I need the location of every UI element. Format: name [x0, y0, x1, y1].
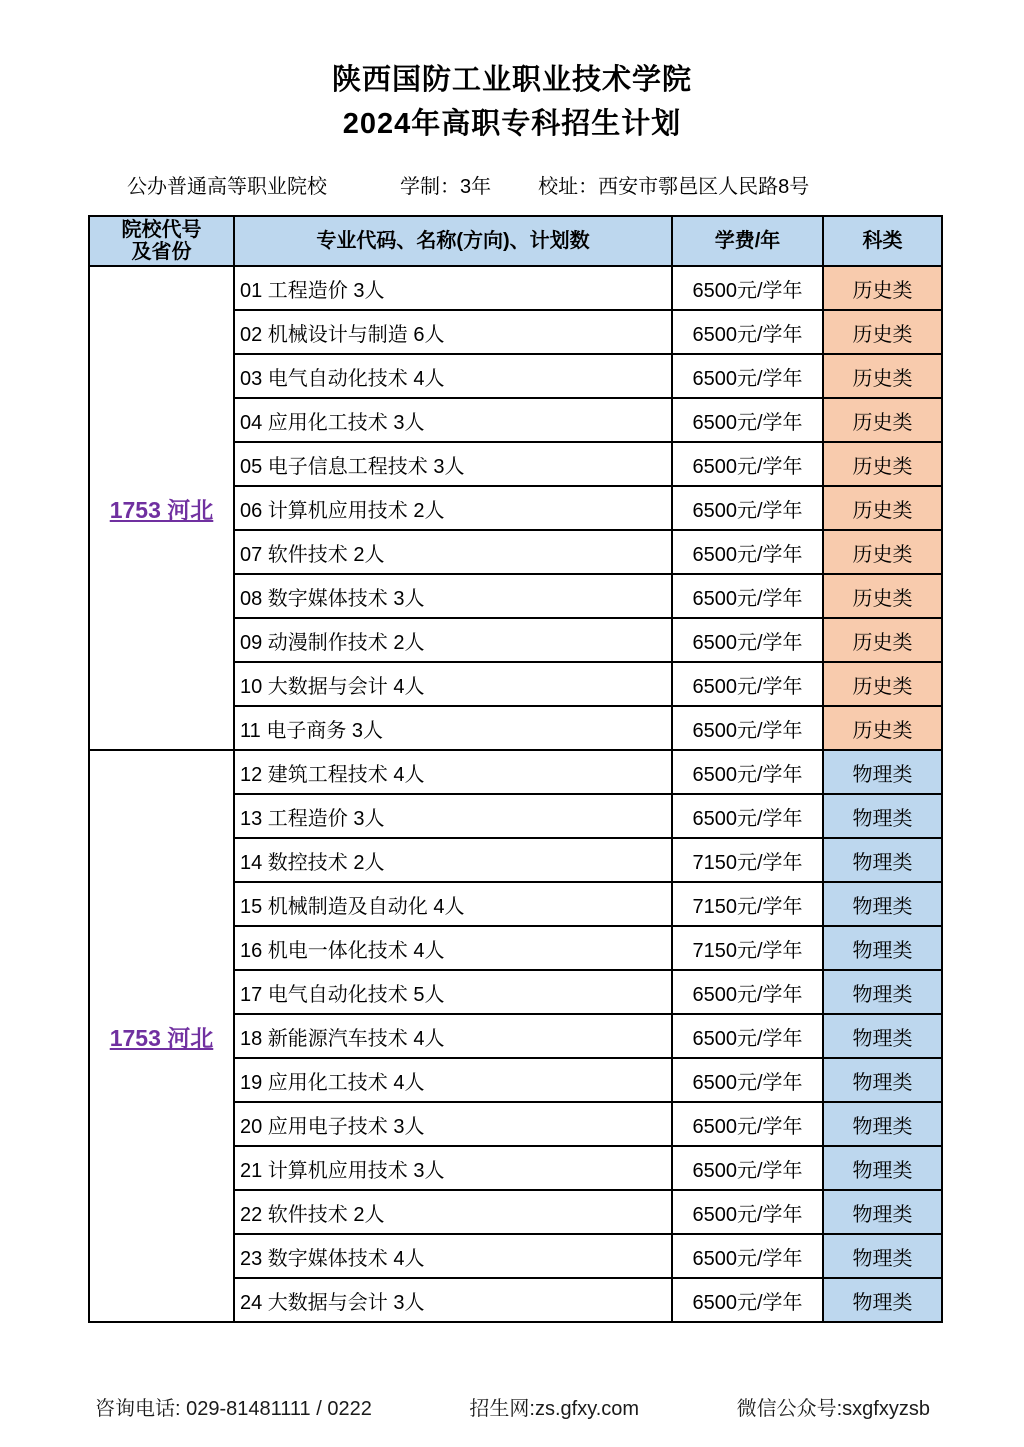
major-cell: 12 建筑工程技术 4人	[234, 750, 672, 794]
fee-cell: 6500元/学年	[672, 970, 823, 1014]
fee-cell: 6500元/学年	[672, 310, 823, 354]
category-cell: 历史类	[823, 310, 942, 354]
fee-cell: 6500元/学年	[672, 574, 823, 618]
header-category-column: 科类	[823, 216, 942, 266]
footer-phone: 咨询电话: 029-81481111 / 0222	[95, 1398, 372, 1420]
major-cell: 20 应用电子技术 3人	[234, 1102, 672, 1146]
fee-cell: 6500元/学年	[672, 398, 823, 442]
fee-cell: 6500元/学年	[672, 1234, 823, 1278]
major-cell: 24 大数据与会计 3人	[234, 1278, 672, 1322]
fee-cell: 6500元/学年	[672, 486, 823, 530]
category-cell: 物理类	[823, 794, 942, 838]
footer-contact-line	[95, 1392, 930, 1421]
major-cell: 03 电气自动化技术 4人	[234, 354, 672, 398]
major-cell: 08 数字媒体技术 3人	[234, 574, 672, 618]
major-cell: 22 软件技术 2人	[234, 1190, 672, 1234]
fee-cell: 6500元/学年	[672, 1102, 823, 1146]
category-cell: 物理类	[823, 1146, 942, 1190]
major-cell: 23 数字媒体技术 4人	[234, 1234, 672, 1278]
category-cell: 物理类	[823, 1278, 942, 1322]
fee-cell: 6500元/学年	[672, 266, 823, 310]
major-cell: 09 动漫制作技术 2人	[234, 618, 672, 662]
header-college-code-line1: 院校代号	[121, 219, 202, 241]
category-cell: 历史类	[823, 706, 942, 750]
fee-cell: 6500元/学年	[672, 354, 823, 398]
fee-cell: 6500元/学年	[672, 794, 823, 838]
header-major-column: 专业代码、名称(方向)、计划数	[234, 216, 672, 266]
major-cell: 18 新能源汽车技术 4人	[234, 1014, 672, 1058]
category-cell: 物理类	[823, 1234, 942, 1278]
school-address-label: 校址：西安市鄠邑区人民路8号	[538, 176, 810, 198]
category-cell: 历史类	[823, 574, 942, 618]
header-college-code	[89, 216, 234, 266]
enrollment-plan-table	[88, 215, 943, 1323]
major-cell: 14 数控技术 2人	[234, 838, 672, 882]
major-cell: 19 应用化工技术 4人	[234, 1058, 672, 1102]
document-title	[0, 58, 1024, 146]
college-code-province-cell	[89, 750, 234, 1322]
major-cell: 15 机械制造及自动化 4人	[234, 882, 672, 926]
fee-cell: 6500元/学年	[672, 662, 823, 706]
study-duration-label: 学制：3年	[400, 176, 492, 198]
header-college-code-line2: 及省份	[131, 241, 192, 263]
category-cell: 历史类	[823, 442, 942, 486]
major-cell: 10 大数据与会计 4人	[234, 662, 672, 706]
college-code-province-text: 1753 河北	[109, 1024, 214, 1051]
category-cell: 历史类	[823, 486, 942, 530]
footer-website: 招生网:zs.gfxy.com	[469, 1398, 640, 1420]
category-cell: 历史类	[823, 354, 942, 398]
category-cell: 物理类	[823, 750, 942, 794]
table-row	[89, 266, 942, 310]
category-cell: 物理类	[823, 882, 942, 926]
major-cell: 04 应用化工技术 3人	[234, 398, 672, 442]
category-cell: 历史类	[823, 618, 942, 662]
enrollment-plan-title: 2024年高职专科招生计划	[342, 108, 682, 140]
major-cell: 16 机电一体化技术 4人	[234, 926, 672, 970]
college-code-province-text: 1753 河北	[109, 496, 214, 523]
category-cell: 历史类	[823, 398, 942, 442]
category-cell: 历史类	[823, 530, 942, 574]
college-code-province-cell	[89, 266, 234, 750]
category-cell: 物理类	[823, 970, 942, 1014]
category-cell: 物理类	[823, 1014, 942, 1058]
fee-cell: 6500元/学年	[672, 750, 823, 794]
fee-cell: 6500元/学年	[672, 442, 823, 486]
category-cell: 物理类	[823, 838, 942, 882]
fee-cell: 6500元/学年	[672, 1146, 823, 1190]
fee-cell: 6500元/学年	[672, 1058, 823, 1102]
category-cell: 物理类	[823, 1058, 942, 1102]
fee-cell: 6500元/学年	[672, 1190, 823, 1234]
school-type-label: 公办普通高等职业院校	[127, 176, 327, 198]
major-cell: 17 电气自动化技术 5人	[234, 970, 672, 1014]
fee-cell: 7150元/学年	[672, 882, 823, 926]
major-cell: 01 工程造价 3人	[234, 266, 672, 310]
major-cell: 13 工程造价 3人	[234, 794, 672, 838]
major-cell: 02 机械设计与制造 6人	[234, 310, 672, 354]
table-header-row	[89, 216, 942, 266]
fee-cell: 7150元/学年	[672, 838, 823, 882]
fee-cell: 6500元/学年	[672, 706, 823, 750]
major-cell: 11 电子商务 3人	[234, 706, 672, 750]
major-cell: 21 计算机应用技术 3人	[234, 1146, 672, 1190]
category-cell: 历史类	[823, 266, 942, 310]
footer-wechat: 微信公众号:sxgfxyzsb	[736, 1398, 930, 1420]
fee-cell: 6500元/学年	[672, 1014, 823, 1058]
fee-cell: 6500元/学年	[672, 618, 823, 662]
plan-table-body	[89, 266, 942, 1322]
fee-cell: 7150元/学年	[672, 926, 823, 970]
category-cell: 物理类	[823, 926, 942, 970]
major-cell: 05 电子信息工程技术 3人	[234, 442, 672, 486]
table-row	[89, 750, 942, 794]
category-cell: 物理类	[823, 1190, 942, 1234]
header-fee-column: 学费/年	[672, 216, 823, 266]
fee-cell: 6500元/学年	[672, 1278, 823, 1322]
school-info-line	[127, 170, 1024, 199]
category-cell: 物理类	[823, 1102, 942, 1146]
category-cell: 历史类	[823, 662, 942, 706]
table-header	[89, 216, 942, 266]
major-cell: 06 计算机应用技术 2人	[234, 486, 672, 530]
major-cell: 07 软件技术 2人	[234, 530, 672, 574]
school-name-title: 陕西国防工业职业技术学院	[331, 64, 692, 96]
fee-cell: 6500元/学年	[672, 530, 823, 574]
